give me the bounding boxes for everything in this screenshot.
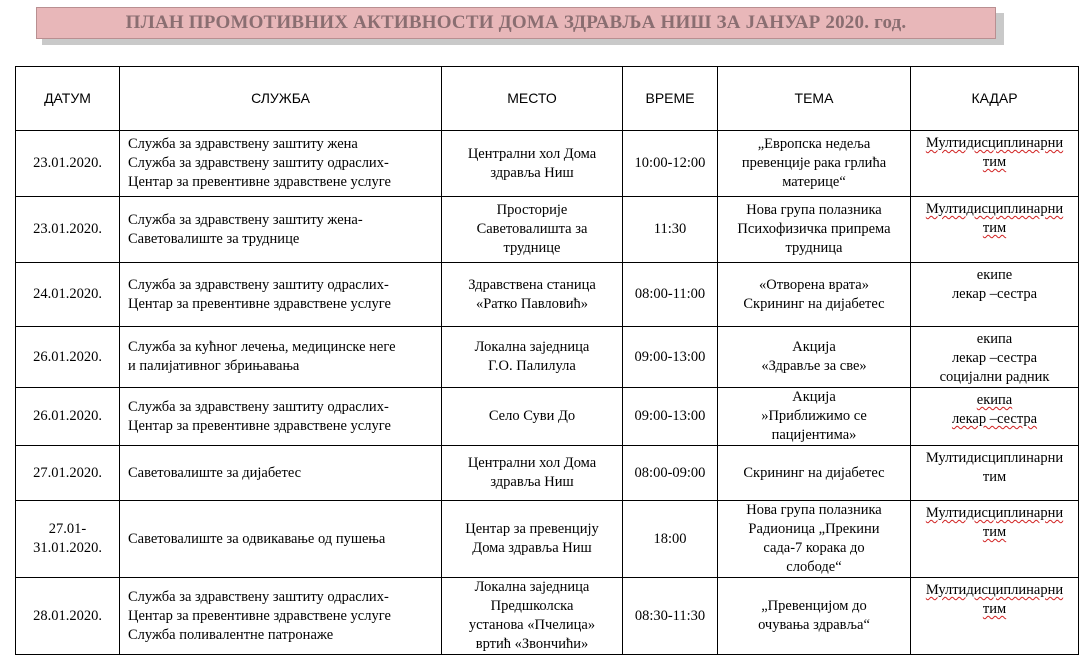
- place-cell: [442, 501, 623, 578]
- staff-line: тим: [982, 220, 1007, 236]
- service-cell: [120, 197, 442, 263]
- staff-line: екипа: [976, 392, 1013, 408]
- service-cell: [120, 578, 442, 655]
- date-cell: [16, 446, 120, 501]
- staff-cell: [911, 501, 1079, 578]
- topic-line: слободе“: [786, 559, 842, 575]
- date-line: 26.01.2020.: [33, 408, 102, 424]
- date-cell: [16, 388, 120, 446]
- place-line: Г.О. Палилула: [488, 358, 576, 374]
- staff-cell: [911, 388, 1079, 446]
- time-line: 08:00-11:00: [634, 286, 706, 302]
- place-cell: [442, 131, 623, 197]
- topic-cell: [718, 388, 911, 446]
- date-cell: [16, 263, 120, 327]
- header-service: СЛУЖБА: [120, 67, 442, 131]
- place-cell: [442, 263, 623, 327]
- staff-line: тим: [982, 524, 1007, 540]
- header-staff: КАДАР: [911, 67, 1079, 131]
- service-line: Служба за здравствену заштиту жена: [128, 136, 358, 152]
- topic-line: „Европска недеља: [757, 136, 871, 152]
- service-line: Служба за здравствену заштиту жена-: [128, 211, 363, 228]
- title-banner: [36, 7, 996, 39]
- date-line: 26.01.2020.: [33, 348, 102, 365]
- time-line: 08:00-09:00: [634, 464, 706, 481]
- service-line: Центар за превентивне здравствене услуге: [128, 607, 391, 624]
- place-line: труднице: [503, 240, 561, 256]
- topic-line: очувања здравља“: [758, 617, 870, 633]
- staff-cell: [911, 131, 1079, 197]
- date-cell: [16, 578, 120, 655]
- time-cell: [623, 263, 718, 327]
- date-line: 27.01.2020.: [33, 464, 102, 481]
- time-line: 11:30: [653, 221, 687, 237]
- staff-line: Мултидисциплинарни: [925, 582, 1064, 598]
- place-line: здравља Ниш: [490, 164, 574, 181]
- topic-cell: [718, 501, 911, 578]
- topic-line: «Здравље за све»: [761, 358, 867, 374]
- date-cell: [16, 501, 120, 578]
- table-body: [16, 131, 1079, 655]
- header-date: ДАТУМ: [16, 67, 120, 131]
- service-cell: [120, 327, 442, 388]
- staff-line: тим: [982, 469, 1007, 485]
- header-place: МЕСТО: [442, 67, 623, 131]
- topic-cell: [718, 263, 911, 327]
- time-cell: [623, 578, 718, 655]
- staff-cell: [911, 197, 1079, 263]
- topic-cell: [718, 197, 911, 263]
- table-row: [16, 327, 1079, 388]
- table-row: [16, 263, 1079, 327]
- place-line: Центар за превенцију: [465, 521, 599, 537]
- staff-line: тим: [982, 154, 1007, 170]
- service-line: и палијативног збрињавања: [128, 358, 300, 374]
- place-line: Саветовалишта за: [476, 221, 588, 237]
- staff-cell: [911, 578, 1079, 655]
- staff-line: лекар –сестра: [951, 411, 1038, 427]
- place-line: Просторије: [496, 202, 568, 218]
- place-line: здравља Ниш: [490, 474, 574, 490]
- staff-line: Мултидисциплинарни: [925, 450, 1064, 466]
- place-line: Централни хол Дома: [467, 455, 597, 471]
- time-cell: [623, 197, 718, 263]
- date-cell: [16, 327, 120, 388]
- date-cell: [16, 197, 120, 263]
- service-line: Центар за превентивне здравствене услуге: [128, 295, 391, 312]
- place-cell: [442, 578, 623, 655]
- service-cell: [120, 501, 442, 578]
- table-row: [16, 578, 1079, 655]
- topic-cell: [718, 131, 911, 197]
- staff-line: лекар –сестра: [951, 350, 1038, 366]
- place-line: Дома здравља Ниш: [472, 540, 592, 556]
- service-cell: [120, 446, 442, 501]
- table-header-row: [16, 67, 1079, 131]
- staff-line: Мултидисциплинарни: [925, 505, 1064, 521]
- topic-line: Нова група полазника: [746, 202, 882, 218]
- time-cell: [623, 446, 718, 501]
- service-line: Центар за превентивне здравствене услуге: [128, 174, 391, 190]
- service-line: Саветовалиште за одвикавање од пушења: [128, 530, 386, 547]
- date-line: 27.01-: [48, 521, 87, 537]
- table-row: [16, 131, 1079, 197]
- staff-line: екипа: [976, 331, 1013, 347]
- header-time: ВРЕМЕ: [623, 67, 718, 131]
- service-line: Служба поливалентне патронаже: [128, 626, 334, 643]
- place-line: установа «Пчелица»: [468, 617, 596, 633]
- date-line: 23.01.2020.: [33, 221, 102, 237]
- place-cell: [442, 388, 623, 446]
- table-row: [16, 446, 1079, 501]
- staff-line: социјални радник: [939, 369, 1050, 385]
- time-line: 10:00-12:00: [634, 155, 706, 171]
- staff-line: Мултидисциплинарни: [925, 201, 1064, 217]
- time-line: 18:00: [653, 530, 687, 547]
- staff-cell: [911, 263, 1079, 327]
- topic-line: Скрининг на дијабетес: [743, 464, 885, 481]
- topic-line: Акција: [792, 339, 836, 355]
- place-line: Предшколска: [490, 598, 574, 614]
- topic-line: сада-7 корака до: [763, 540, 865, 556]
- place-line: «Ратко Павловић»: [475, 295, 589, 312]
- date-cell: [16, 131, 120, 197]
- topic-line: Нова група полазника: [746, 502, 882, 518]
- topic-line: пацијентима»: [771, 427, 857, 443]
- time-cell: [623, 388, 718, 446]
- time-line: 09:00-13:00: [634, 408, 706, 424]
- topic-line: „Превенцијом до: [761, 598, 867, 614]
- staff-cell: [911, 446, 1079, 501]
- activities-table: [15, 66, 1079, 655]
- time-line: 09:00-13:00: [634, 348, 706, 365]
- place-line: Локална заједница: [474, 579, 590, 595]
- staff-line: Мултидисциплинарни: [925, 135, 1064, 151]
- service-line: Служба за здравствену заштиту одраслих-: [128, 276, 389, 293]
- topic-cell: [718, 446, 911, 501]
- place-line: Село Суви До: [488, 408, 576, 424]
- service-line: Служба за кућног лечења, медицинске неге: [128, 339, 396, 355]
- topic-line: Психофизичка припрема: [737, 221, 891, 237]
- service-line: Саветовалиште за дијабетес: [128, 464, 302, 481]
- service-cell: [120, 131, 442, 197]
- staff-cell: [911, 327, 1079, 388]
- table-row: [16, 501, 1079, 578]
- topic-line: трудница: [785, 240, 843, 256]
- time-cell: [623, 327, 718, 388]
- topic-line: »Приближимо се: [761, 408, 867, 424]
- service-line: Служба за здравствену заштиту одраслих-: [128, 398, 389, 415]
- time-line: 08:30-11:30: [634, 607, 706, 624]
- table-row: [16, 197, 1079, 263]
- service-cell: [120, 263, 442, 327]
- time-cell: [623, 501, 718, 578]
- topic-cell: [718, 327, 911, 388]
- header-topic: ТЕМА: [718, 67, 911, 131]
- place-line: Локална заједница: [474, 339, 590, 355]
- staff-line: тим: [982, 601, 1007, 617]
- service-cell: [120, 388, 442, 446]
- topic-cell: [718, 578, 911, 655]
- date-line: 23.01.2020.: [33, 155, 102, 171]
- date-line: 28.01.2020.: [33, 607, 102, 624]
- service-line: Саветовалиште за труднице: [128, 230, 300, 247]
- place-cell: [442, 327, 623, 388]
- place-line: Централни хол Дома: [467, 145, 597, 162]
- topic-line: «Отворена врата»: [759, 276, 869, 293]
- place-cell: [442, 197, 623, 263]
- place-line: Здравствена станица: [468, 276, 596, 293]
- place-line: вртић «Звончићи»: [475, 636, 589, 652]
- staff-line: лекар –сестра: [951, 286, 1038, 302]
- time-cell: [623, 131, 718, 197]
- topic-line: Скрининг на дијабетес: [743, 295, 885, 312]
- date-line: 24.01.2020.: [33, 286, 102, 302]
- topic-line: Акција: [792, 389, 836, 405]
- service-line: Центар за превентивне здравствене услуге: [128, 417, 391, 434]
- table-row: [16, 388, 1079, 446]
- place-cell: [442, 446, 623, 501]
- topic-line: Радионица „Прекини: [748, 521, 880, 537]
- service-line: Служба за здравствену заштиту одраслих-: [128, 588, 389, 605]
- topic-line: превенције рака грлића: [741, 155, 887, 171]
- staff-line: екипе: [976, 267, 1013, 283]
- service-line: Служба за здравствену заштиту одраслих-: [128, 155, 389, 171]
- topic-line: материце“: [782, 174, 846, 190]
- page-title: ПЛАН ПРОМОТИВНИХ АКТИВНОСТИ ДОМА ЗДРАВЉА НИШ ЗА ЈАНУАР 2020. год.: [125, 12, 907, 33]
- date-line: 31.01.2020.: [33, 540, 102, 556]
